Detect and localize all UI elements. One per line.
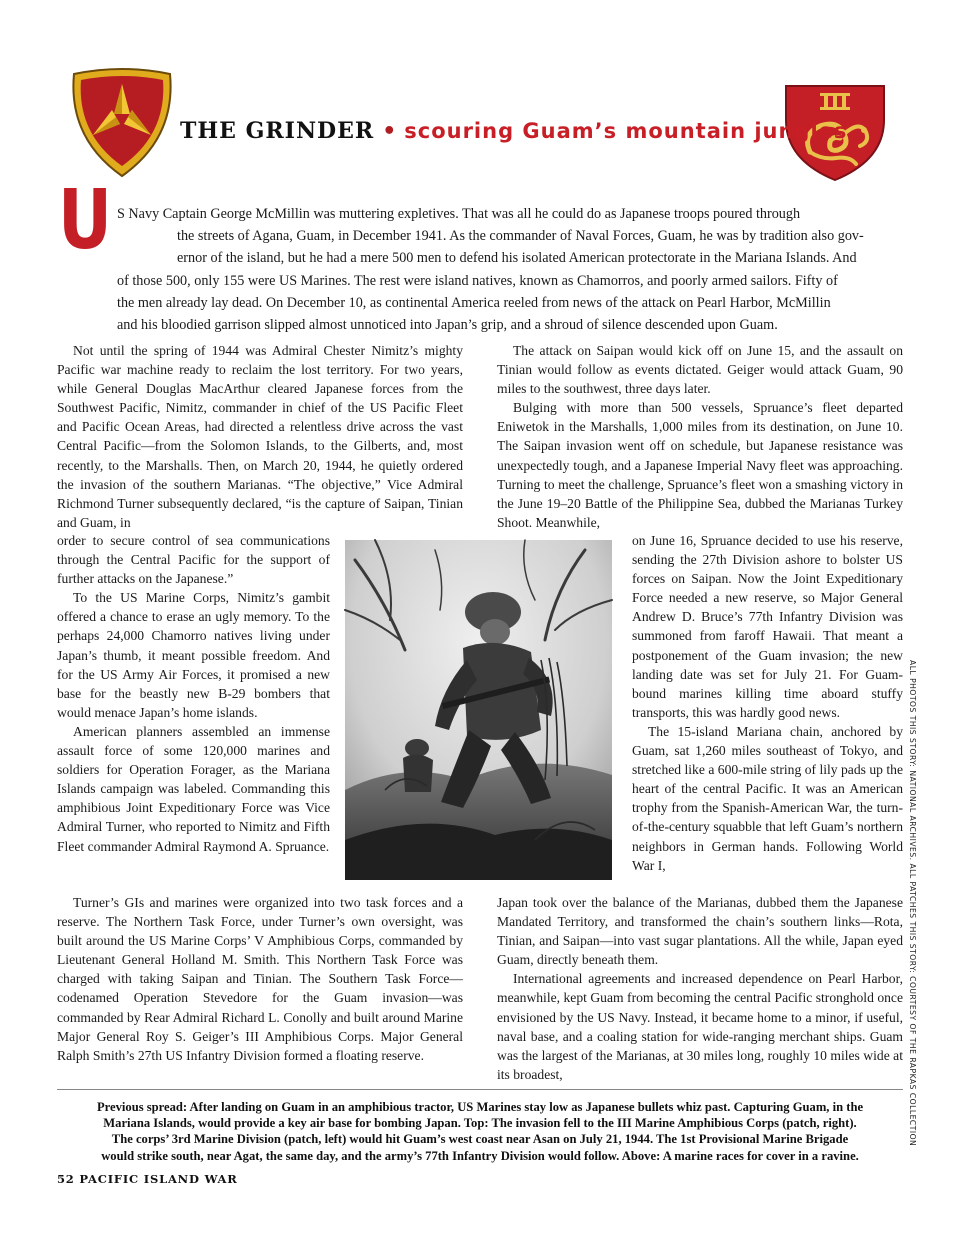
body-paragraph: Not until the spring of 1944 was Admiral Chester Nimitz’s mighty Pacific war machine ready to reclaim the lost territory. For two years, while General Douglas MacArthur cleared Japanese forces from the Southwest Pacific, Nimitz, commander in chief of the US Pacific Fleet and Pacific Ocean Areas, had directed a relentless drive across the vast Central Pacific—from the Solomon Islands, to the Gilberts, and, most recently, to the Marshalls. Then, on March 20, 1944, he quietly ordered the invasion of the southern Marianas. “The objective,” Vice Admiral Richmond Turner subsequently declared, “is the capture of Saipan, Tinian and Guam, in [57, 343, 463, 530]
body-paragraph: American planners assembled an immense assault force of some 120,000 marines and soldiers for Operation Forager, as the Mariana Islands campaign was labeled. Commanding this amphibious Joint Expeditionary Force was Vice Admiral Turner, who reported to Nimitz and Fifth Fleet commander Admiral Raymond A. Spruance. [57, 723, 330, 854]
lead-line: S Navy Captain George McMillin was muttering expletives. That was all he could do as Japanese troops poured through [117, 206, 801, 222]
left-column-top [57, 341, 463, 532]
headline [180, 118, 848, 152]
lead-line: and his bloodied garrison slipped almost unnoticed into Japan’s grip, and a shroud of silence descended upon Guam. [117, 317, 778, 334]
photo-credit-text: ALL PHOTOS THIS STORY: NATIONAL ARCHIVES. ALL PATCHES THIS STORY: COURTESY OF THE RAPKAS COLLECTION [908, 660, 917, 1147]
page-number: 52 [57, 1172, 75, 1186]
marine-in-ravine-photo [345, 540, 612, 880]
right-column-middle [632, 531, 903, 875]
caption-line: Mariana Islands, would provide a key air base for bombing Japan. Top: The invasion fell to the III Marine Amphibious Corps (patch, right). [103, 1116, 857, 1131]
lead-line: ernor of the island, but he had a mere 500 men to defend his isolated American protectorate in the Mariana Islands. And [177, 250, 857, 267]
publication-name: PACIFIC ISLAND WAR [79, 1172, 238, 1186]
left-column-middle [57, 531, 330, 856]
headline-separator: • [382, 119, 397, 144]
body-paragraph: Bulging with more than 500 vessels, Spruance’s fleet departed Eniwetok in the Marshalls, 1,000 miles from its destination, on June 10. The Saipan invasion went off on schedule, but Japanese resistance was unexpectedly tough, and a Japanese Imperial Navy fleet was approaching. Turning to meet the challenge, Spruance’s fleet won a smashing victory in the June 19–20 Battle of the Philippine Sea, dubbed the Marianas Turkey Shoot. Meanwhile, [497, 400, 903, 530]
caption-line: The corps’ 3rd Marine Division (patch, left) would hit Guam’s west coast near Asan on July 21, 1944. The 1st Provisional Marine Brigade [111, 1132, 849, 1147]
right-column-top [497, 341, 903, 532]
photo-caption [57, 1099, 903, 1164]
lead-line: of those 500, only 155 were US Marines. The rest were island natives, known as Chamorros, and poorly armed sailors. Fifty of [117, 272, 838, 289]
page-folio [57, 1172, 238, 1186]
body-paragraph: order to secure control of sea communications through the Central Pacific for the support of further attacks on the Japanese.” [57, 533, 330, 587]
3rd-marine-division-patch-icon [68, 68, 176, 180]
svg-text:U: U [58, 173, 112, 268]
lead-line: the men already lay dead. On December 10, as continental America reeled from news of the attack on Pearl Harbor, McMillin [117, 294, 831, 311]
caption-divider [57, 1089, 903, 1090]
headline-title: THE GRINDER [180, 118, 375, 144]
body-paragraph: on June 16, Spruance decided to use his reserve, sending the 27th Division ashore to bolster US forces on Saipan. Now the Joint Expeditionary Force needed a new reserve, so Major General Andrew D. Bruce’s 77th Infantry Division was summoned from faroff Hawaii. That meant a postponement of the Guam invasion; the new landing date was set for July 21. For Guam-bound marines killing time aboard stuffy transports, this was hardly good news. [632, 533, 903, 720]
left-column-bottom [57, 893, 463, 1065]
lead-paragraph [57, 203, 903, 336]
photo-credit [905, 660, 919, 1147]
right-column-bottom [497, 893, 903, 1084]
body-paragraph: To the US Marine Corps, Nimitz’s gambit offered a chance to erase an ugly memory. To the perhaps 24,000 Chamorro natives living under Japan’s thumb, it meant possible freedom. And for the US Army Air Forces, it promised a new base for the beastly new B-29 bombers that would menace Japan’s home islands. [57, 590, 330, 720]
caption-line: Previous spread: After landing on Guam in an amphibious tractor, US Marines stay low as Japanese bullets whiz past. Capturing Guam, in the [96, 1100, 864, 1114]
body-paragraph: International agreements and increased dependence on Pearl Harbor, meanwhile, kept Guam from becoming the central Pacific stronghold once envisioned by the US Navy. Instead, it became home to a minor, if useful, naval base, and a coaling station for wide-ranging merchant ships. Guam was the largest of the Marianas, at 30 miles long, roughly 10 miles wide at its broadest, [497, 971, 903, 1082]
caption-line: would strike south, near Agat, the same day, and the army’s 77th Infantry Division would follow. Above: A marine races for cover in a ravine. [101, 1148, 859, 1163]
body-paragraph: The attack on Saipan would kick off on June 15, and the assault on Tinian would follow as events dictated. Geiger would attack Guam, 90 miles to the southwest, three days later. [497, 343, 903, 397]
body-paragraph: Turner’s GIs and marines were organized into two task forces and a reserve. The Northern Task Force, under Turner’s own oversight, was built around the US Marine Corps’ V Amphibious Corps, commanded by Lieutenant General Holland M. Smith. This Northern Task Force was charged with taking Saipan and Tinian. The Southern Task Force—codenamed Operation Stevedore for the Guam invasion—was commanded by Rear Admiral Richard L. Conolly and built around Marine Major General Roy S. Geiger’s III Amphibious Corps. Major General Ralph Smith’s 27th US Infantry Division formed a floating reserve. [57, 895, 463, 1063]
lead-line: the streets of Agana, Guam, in December 1941. As the commander of Naval Forces, Guam, he was by tradition also gov- [177, 228, 864, 245]
headline-subtitle: scouring Guam’s mountain jungles [404, 119, 848, 143]
body-paragraph: Japan took over the balance of the Marianas, dubbed them the Japanese Mandated Territory, and transformed the chain’s southern links—Rota, Tinian, and Saipan—into vast sugar plantations. All the while, Japan eyed Guam, directly beneath them. [497, 895, 903, 968]
body-paragraph: The 15-island Mariana chain, anchored by Guam, sat 1,260 miles southeast of Tokyo, and stretched like a 600-mile string of lily pads up the heart of the central Pacific. It was an American trophy from the Spanish-American War, the turn-of-the-century squabble that left Guam’s northern neighbors in German hands. Following World War I, [632, 723, 903, 873]
